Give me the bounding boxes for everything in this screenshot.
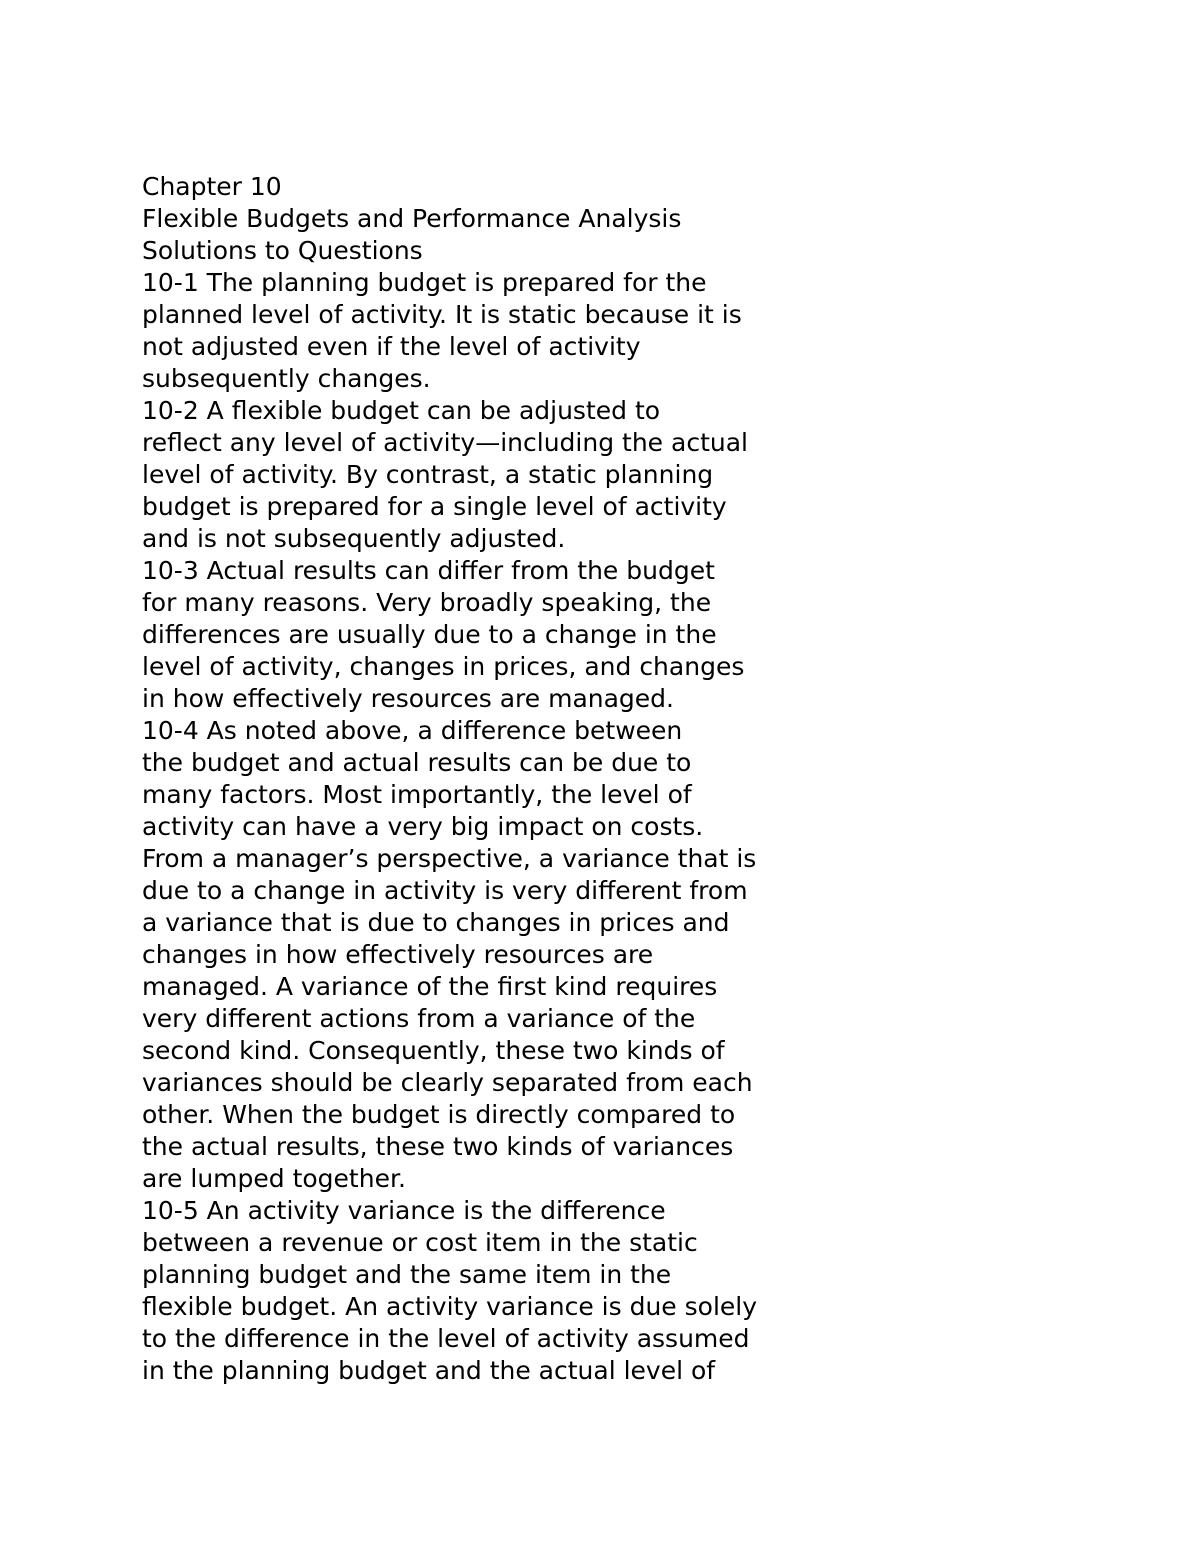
text-line: managed. A variance of the first kind requires [142, 972, 718, 1001]
text-line: budget is prepared for a single level of activity [142, 492, 727, 521]
text-line: changes in how effectively resources are [142, 940, 654, 969]
chapter-title: Flexible Budgets and Performance Analysis [142, 204, 682, 233]
text-line: From a manager’s perspective, a variance that is [142, 844, 757, 873]
text-line: level of activity, changes in prices, and changes [142, 652, 745, 681]
text-line: are lumped together. [142, 1164, 406, 1193]
text-line: planning budget and the same item in the [142, 1260, 672, 1289]
text-line: 10-3 Actual results can differ from the budget [142, 556, 715, 585]
chapter-heading: Chapter 10 [142, 172, 282, 201]
document-text [142, 171, 862, 1387]
text-line: not adjusted even if the level of activity [142, 332, 641, 361]
text-line: variances should be clearly separated from each [142, 1068, 753, 1097]
text-line: in how effectively resources are managed. [142, 684, 674, 713]
text-line: 10-2 A flexible budget can be adjusted to [142, 396, 661, 425]
text-line: reflect any level of activity—including the actual [142, 428, 748, 457]
text-line: very different actions from a variance of the [142, 1004, 696, 1033]
text-line: for many reasons. Very broadly speaking, the [142, 588, 712, 617]
text-line: 10-5 An activity variance is the difference [142, 1196, 666, 1225]
text-line: between a revenue or cost item in the static [142, 1228, 698, 1257]
text-line: flexible budget. An activity variance is due solely [142, 1292, 758, 1321]
text-line: a variance that is due to changes in prices and [142, 908, 730, 937]
text-line: many factors. Most importantly, the level of [142, 780, 692, 809]
text-line: due to a change in activity is very different from [142, 876, 748, 905]
text-line: subsequently changes. [142, 364, 431, 393]
text-line: planned level of activity. It is static because it is [142, 300, 742, 329]
text-line: second kind. Consequently, these two kinds of [142, 1036, 725, 1065]
text-line: and is not subsequently adjusted. [142, 524, 566, 553]
text-line: 10-1 The planning budget is prepared for the [142, 268, 707, 297]
text-line: 10-4 As noted above, a difference between [142, 716, 683, 745]
text-line: differences are usually due to a change in the [142, 620, 717, 649]
text-line: other. When the budget is directly compared to [142, 1100, 736, 1129]
text-line: to the difference in the level of activity assumed [142, 1324, 750, 1353]
text-line: the budget and actual results can be due to [142, 748, 692, 777]
text-line: level of activity. By contrast, a static planning [142, 460, 714, 489]
text-line: activity can have a very big impact on costs. [142, 812, 704, 841]
text-line: the actual results, these two kinds of variances [142, 1132, 734, 1161]
text-line: in the planning budget and the actual level of [142, 1356, 716, 1385]
section-heading: Solutions to Questions [142, 236, 423, 265]
